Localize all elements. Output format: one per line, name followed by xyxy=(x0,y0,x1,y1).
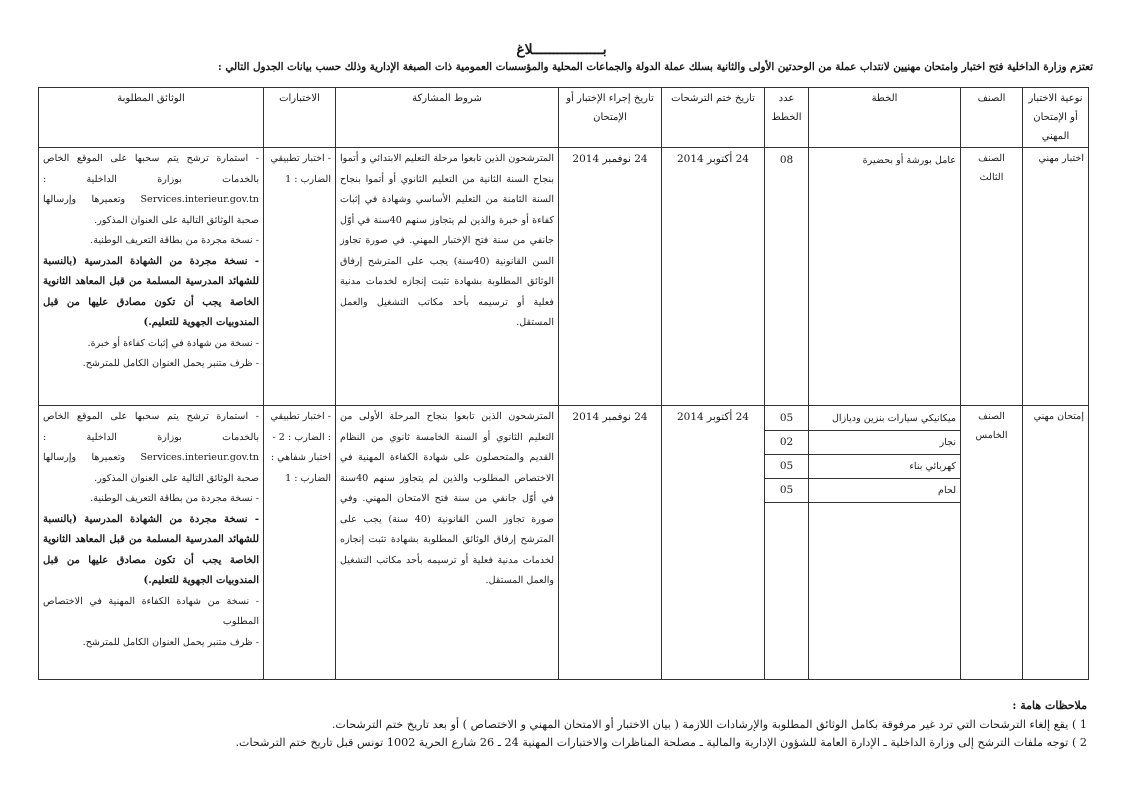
header-documents: الوثائق المطلوبة xyxy=(39,88,264,148)
plan-count: 05 xyxy=(765,407,808,431)
header-conditions: شروط المشاركة xyxy=(336,88,559,148)
cell-plan xyxy=(809,148,961,406)
header-count: عدد الخطط xyxy=(765,88,809,148)
plan-count: 02 xyxy=(765,431,808,455)
recruitment-table xyxy=(38,87,1089,680)
plan-count: 05 xyxy=(765,455,808,479)
document-item: - ظرف متنبر يحمل العنوان الكامل للمترشح. xyxy=(82,636,259,648)
plan-name: عامل بورشة أو بحضيرة xyxy=(862,155,956,166)
table-row xyxy=(39,406,1089,680)
cell-exam-date: 24 نوفمبر 2014 xyxy=(559,406,662,680)
notice-title: بـــــــــــــــــلاغ xyxy=(516,42,607,58)
table-header-row xyxy=(39,88,1089,148)
cell-conditions: المترشحون الذين تابعوا مرحلة التعليم الابتدائي و أتموا بنجاح السنة الثانية من التعليم الثانوي أو أتموا بنجاح السنة الثامنة من التعليم الأساسي وشهادة في إثبات كفاءة أو خبرة والذين لم يتجاوز سنهم 40سنة في أوّل جانفي من سنة فتح الإختبار المهني. في صورة تجاوز السن القانونية (40سنة) يجب على المترشح إرفاق الوثائق المطلوبة بشهادة تثبت إنجازه لخدمات مدنية فعلية أو ترسيمه بأحد مكاتب التشغيل والعمل المستقل. xyxy=(336,148,559,406)
document-item: - نسخة مجردة من الشهادة المدرسية (بالنسبة للشهائد المدرسية المسلمة من قبل المعاهد الثانوية الخاصة يجب أن تكون مصادق عليها من قبل المندوبيات الجهوية للتعليم.) xyxy=(43,513,259,586)
note-item: 1 ) يقع إلغاء الترشحات التي ترد غير مرفوقة بكامل الوثائق المطلوبة والإرشادات اللازمة ( بيان الاختبار أو الامتحان المهني و الاختصاص ) أو بعد تاريخ ختم الترشحات. xyxy=(331,717,1087,731)
cell-tests: - اختبار تطبيقي الضارب : 1 xyxy=(264,148,336,406)
cell-type: اختبار مهني xyxy=(1023,148,1089,406)
document-item: - نسخة مجردة من بطاقة التعريف الوطنية. xyxy=(90,235,259,246)
plan-count: 05 xyxy=(765,479,808,503)
header-close-date: تاريخ ختم الترشحات xyxy=(662,88,765,148)
notice-intro: تعتزم وزارة الداخلية فتح اختبار وامتحان مهنيين لانتداب عملة من الوحدتين الأولى والثانية بسلك عملة الدولة والجماعات المحلية والمؤسسات العمومية ذات الصبغة الإدارية وذلك حسب بيانات الجدول التالي : xyxy=(218,61,1093,73)
notes-section xyxy=(27,697,1087,753)
document-item: - نسخة مجردة من الشهادة المدرسية (بالنسبة للشهائد المدرسية المسلمة من قبل المعاهد الثانوية الخاصة يجب أن تكون مصادق عليها من قبل المندوبيات الجهوية للتعليم.) xyxy=(43,255,259,328)
header-type: نوعية الاختبار أو الإمتحان المهني xyxy=(1023,88,1089,148)
header-exam-date: تاريخ إجراء الإختبار أو الإمتحان xyxy=(559,88,662,148)
table-row xyxy=(39,148,1089,406)
cell-class: الصنف الخامس xyxy=(961,406,1023,680)
plan-count: 08 xyxy=(779,154,794,166)
header-class: الصنف xyxy=(961,88,1023,148)
cell-conditions: المترشحون الذين تابعوا بنجاح المرحلة الأولى من التعليم الثانوي أو السنة الخامسة ثانوي من النظام القديم والمتحصلون على شهادة الكفاءة المهنية في الاختصاص المطلوب والذين لم يتجاوز سنهم 40سنة في أوّل جانفي من سنة فتح الامتحان المهني. وفي صورة تجاوز السن القانونية (40 سنة) يجب على المترشح إرفاق الوثائق المطلوبة بشهادة تثبت إنجازه لخدمات مدنية فعلية أو ترسيمه بأحد مكاتب التشغيل والعمل المستقل. xyxy=(336,406,559,680)
document-item: - ظرف متنبر يحمل العنوان الكامل للمترشح. xyxy=(82,358,259,369)
cell-exam-date: 24 نوفمبر 2014 xyxy=(559,148,662,406)
plan-name: نجار xyxy=(809,431,960,455)
notes-title: ملاحظات هامة : xyxy=(1012,699,1087,712)
document-item: - استمارة ترشح يتم سحبها على الموقع الخاص بالخدمات بوزارة الداخلية : Services.interieur.gov.tn وتعميرها وإرسالها صحبة الوثائق التالية على العنوان المذكور. xyxy=(43,411,259,484)
plan-name: ميكانيكي سيارات بنزين وديازال xyxy=(809,407,960,431)
plan-name: كهربائي بناء xyxy=(809,455,960,479)
cell-close-date: 24 أكتوبر 2014 xyxy=(662,148,765,406)
cell-type: إمتحان مهني xyxy=(1023,406,1089,680)
header-tests: الاختبارات xyxy=(264,88,336,148)
document-item: - نسخة من شهادة الكفاءة المهنية في الاختصاص المطلوب xyxy=(43,595,259,627)
cell-close-date: 24 أكتوبر 2014 xyxy=(662,406,765,680)
note-item: 2 ) توجه ملفات الترشح إلى وزارة الداخلية ـ الإدارة العامة للشؤون الإدارية والمالية ـ مصلحة المناظرات والاختبارات المهنية 24 ـ 26 شارع الحرية 1002 تونس قبل تاريخ ختم الترشحات. xyxy=(235,736,1087,749)
document-item: - نسخة من شهادة في إثبات كفاءة أو خبرة. xyxy=(87,337,259,349)
document-item: - استمارة ترشح يتم سحبها على الموقع الخاص بالخدمات بوزارة الداخلية : Services.interieur.gov.tn وتعميرها وإرسالها صحبة الوثائق التالية على العنوان المذكور. xyxy=(43,153,259,226)
cell-tests: - اختبار تطبيقي : الضارب : 2 - اختبار شفاهي : الضارب : 1 xyxy=(264,406,336,680)
plan-name: لحام xyxy=(809,479,960,503)
cell-class: الصنف الثالث xyxy=(961,148,1023,406)
cell-count xyxy=(765,148,809,406)
cell-documents xyxy=(39,406,264,680)
header-plan: الخطة xyxy=(809,88,961,148)
cell-plan xyxy=(809,406,961,680)
cell-documents xyxy=(39,148,264,406)
document-item: - نسخة مجردة من بطاقة التعريف الوطنية. xyxy=(90,493,259,504)
cell-count xyxy=(765,406,809,680)
